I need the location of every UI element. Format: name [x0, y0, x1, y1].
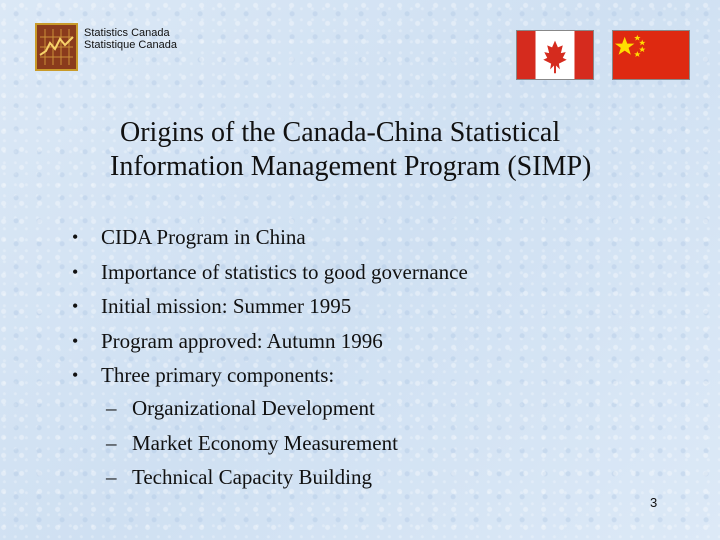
bullet-marker: • — [72, 296, 79, 316]
sub-bullet-list — [106, 391, 398, 495]
bullet-item — [72, 220, 672, 255]
sub-bullet-text: Organizational Development — [132, 396, 375, 420]
sub-bullet-marker: – — [106, 396, 117, 420]
bullet-text: Program approved: Autumn 1996 — [101, 328, 383, 353]
bullet-item — [72, 255, 672, 290]
sub-bullet-marker: – — [106, 430, 117, 455]
sub-bullet-text: Technical Capacity Building — [132, 465, 372, 489]
slide-title-line-1: Origins of the Canada-China Statistical — [120, 117, 561, 148]
bullet-item — [72, 358, 672, 393]
bullet-marker: • — [72, 330, 79, 351]
sub-bullet-text: Market Economy Measurement — [132, 430, 398, 455]
statistics-canada-logo-icon — [35, 23, 78, 71]
china-flag-icon — [612, 30, 690, 80]
slide-title-line-2: Information Management Program (SIMP) — [110, 151, 592, 182]
bullet-marker: • — [72, 227, 79, 247]
sub-bullet-marker: – — [106, 465, 117, 489]
bullet-item — [72, 289, 672, 324]
bullet-text: Initial mission: Summer 1995 — [101, 294, 352, 318]
bullet-item — [72, 324, 672, 359]
bullet-list — [72, 220, 672, 393]
bullet-text: Three primary components: — [101, 363, 335, 387]
agency-name-french: Statistique Canada — [84, 39, 177, 51]
sub-bullet-item — [106, 426, 398, 461]
agency-names — [84, 27, 177, 51]
page-number: 3 — [650, 495, 658, 510]
bullet-marker: • — [72, 261, 79, 282]
bullet-text: CIDA Program in China — [101, 225, 306, 249]
sub-bullet-item — [106, 391, 398, 426]
bullet-marker: • — [72, 365, 79, 385]
sub-bullet-item — [106, 460, 398, 495]
canada-flag-icon — [516, 30, 594, 80]
bullet-text: Importance of statistics to good governance — [101, 259, 468, 284]
agency-name-english: Statistics Canada — [84, 27, 170, 39]
slide-title — [100, 116, 680, 184]
